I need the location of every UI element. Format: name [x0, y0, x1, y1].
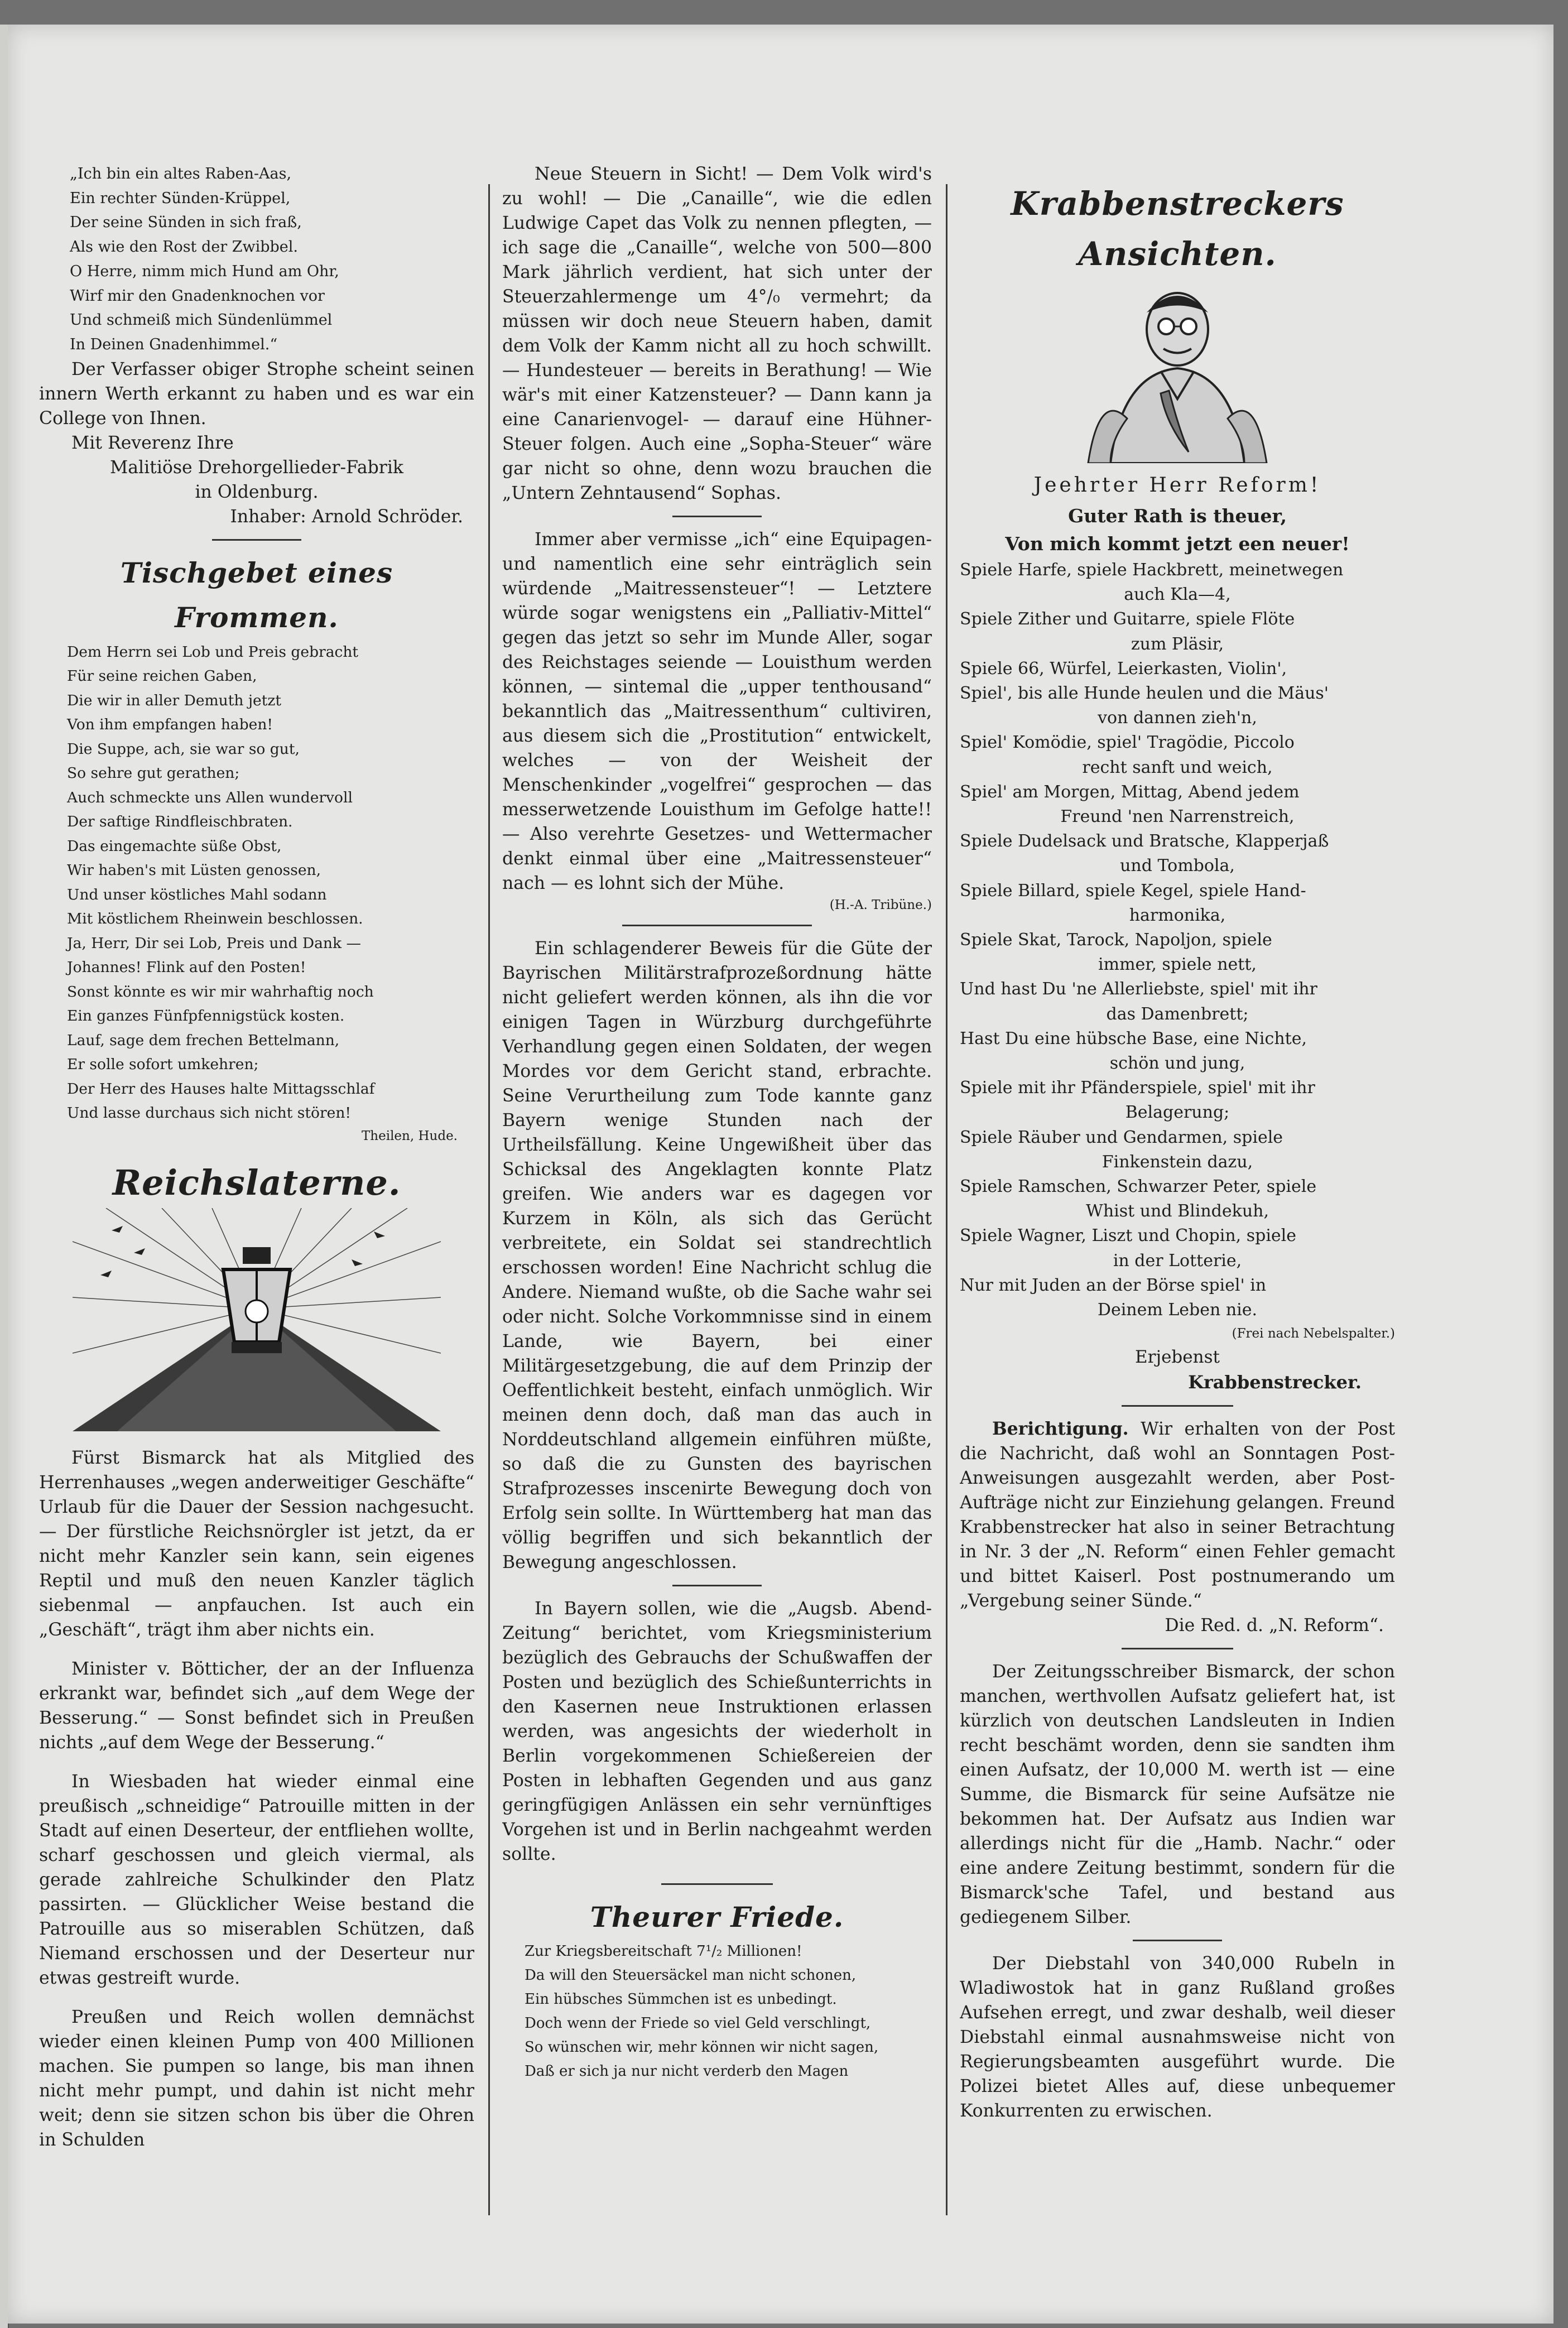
separator: [622, 925, 812, 926]
poem-line: von dannen zieh'n,: [1098, 708, 1257, 728]
poem-line: Der Herr des Hauses halte Mittagsschlaf: [67, 1080, 375, 1098]
separator: [1133, 1940, 1222, 1941]
poem-line: Whist und Blindekuh,: [1086, 1201, 1269, 1221]
poem-line: Die Suppe, ach, sie war so gut,: [67, 740, 300, 758]
poem-line: Spiele Ramschen, Schwarzer Peter, spiele: [960, 1177, 1317, 1197]
article-paragraph: Fürst Bismarck hat als Mitglied des Herrenhauses „wegen anderweitiger Geschäfte“ Urlaub für die Dauer der Session nachgesucht. — Der fürstliche Reichsnörgler ist jetzt, da er nicht mehr Kanzler sein kann, sein eigenes Reptil und muß den neuen Kanzler täglich siebenmal — anpfauchen. Ist auch ein „Geschäft“, trägt ihm aber nichts ein.: [39, 1447, 474, 1640]
signoff-name: Krabbenstrecker.: [1188, 1372, 1362, 1393]
berichtigung-label: Berichtigung.: [992, 1418, 1129, 1440]
column-divider-2: [946, 184, 947, 2215]
column-2: [502, 162, 932, 2084]
article-paragraph: Der Diebstahl von 340,000 Rubeln in Wladiwostok hat in ganz Rußland großes Aufsehen erregt, und zwar deshalb, weil dieser Diebstahl einmal ausnahmsweise nicht von Regierungsbeamten ausgeführt wurde. Die Polizei bietet Alles auf, diese unbequemer Konkurrenten zu erwischen.: [960, 1954, 1395, 2122]
poem-line: Er solle sofort umkehren;: [67, 1056, 259, 1074]
friede-poem: [502, 1940, 932, 2084]
poem-line: Spiel', bis alle Hunde heulen und die Mäus': [960, 684, 1329, 704]
poem-line: Spiele Zither und Guitarre, spiele Flöte: [960, 609, 1295, 629]
poem-line: und Tombola,: [1120, 856, 1235, 876]
poem-line: Ein hübsches Sümmchen ist es unbedingt.: [525, 1991, 837, 2008]
article-paragraph: Preußen und Reich wollen demnächst wieder einen kleinen Pump von 400 Millionen machen. Sie pumpen so lange, bis man ihnen nicht mehr pumpt, und dahin ist nicht mehr weit; denn sie sitzen schon bis über die Ohren in Schulden: [39, 2007, 474, 2150]
poem-line: Der saftige Rindfleischbraten.: [67, 813, 293, 831]
poem-line: Und lasse durchaus sich nicht stören!: [67, 1104, 352, 1122]
intro-poem: [39, 162, 474, 357]
reichslaterne-title: Reichslaterne.: [112, 1162, 401, 1203]
poem-line: Sonst könnte es wir mir wahrhaftig noch: [67, 983, 374, 1001]
article-paragraph: In Bayern sollen, wie die „Augsb. Abend-Zeitung“ berichtet, vom Kriegsministerium bezüglich des Gebrauchs der Schußwaffen der Posten und bezüglich des Schießunterrichts in den Kasernen neue Instruktionen erlassen werden, was angesichts der wiederholt in Berlin vorgekommenen Schießereien der Posten in lebhaften Gegenden und aus ganz geringfügigen Anlässen ein sehr vernünftiges Vorgehen ist und in Berlin nachgeahmt werden sollte.: [502, 1599, 932, 1864]
poem-line: immer, spiele nett,: [1098, 955, 1257, 975]
poem-line: Lauf, sage dem frechen Bettelmann,: [67, 1031, 340, 1049]
signoff-line: Inhaber: Arnold Schröder.: [230, 506, 463, 527]
poem-line: Zur Kriegsbereitschaft 7¹/₂ Millionen!: [525, 1943, 802, 1960]
poem-line: Spiele Dudelsack und Bratsche, Klapperjaß: [960, 831, 1329, 852]
poem-line: in der Lotterie,: [1113, 1250, 1242, 1271]
signoff-line: in Oldenburg.: [195, 482, 319, 502]
poem-line: Und hast Du 'ne Allerliebste, spiel' mit ihr: [960, 979, 1317, 999]
poem-line: Für seine reichen Gaben,: [67, 667, 257, 685]
separator: [1122, 1405, 1233, 1407]
poem-line: Spiele Billard, spiele Kegel, spiele Hand-: [960, 881, 1306, 901]
poem-line: „Ich bin ein altes Raben-Aas,: [70, 165, 292, 182]
column-1: [39, 162, 474, 2152]
krabbenstrecker-title: Krabbenstreckers Ansichten.: [1011, 185, 1344, 273]
friede-title: Theurer Friede.: [590, 1901, 844, 1933]
poem-line: zum Pläsir,: [1131, 634, 1224, 654]
poem-line: Da will den Steuersäckel man nicht schonen,: [525, 1967, 857, 1984]
poem-line: Finkenstein dazu,: [1102, 1152, 1253, 1172]
separator: [672, 1585, 762, 1586]
krabbenstrecker-poem: [960, 558, 1395, 1322]
separator: [661, 1883, 773, 1885]
poem-line: So sehre gut gerathen;: [67, 764, 240, 782]
article-paragraph: Ein schlagenderer Beweis für die Güte der Bayrischen Militärstrafprozeßordnung hätte nicht geliefert werden können, als ihn die vor einigen Tagen in Würzburg durchgeführte Verhandlung gegen einen Soldaten, der wegen Mordes vor dem Gericht stand, erbrachte. Seine Verurtheilung zum Tode kannte ganz Bayern wenige Stunden nach der Urtheilsfällung. Keine Ungewißheit über das Schicksal des Angeklagten konnte Platz greifen. Wie anders war es dagegen vor Kurzem in Köln, als sich das Gerücht verbreitete, ein Soldat sei standrechtlich erschossen worden! Eine Nachricht schlug die Andere. Niemand wußte, ob die Sache wahr sei oder nicht. Solche Vorkommnisse sind in einem Lande, wie Bayern, bei einer Militärgesetzgebung, die auf dem Prinzip der Oeffentlichkeit besteht, einfach unmöglich. Wir meinen denn doch, daß man das auch in Norddeutschland allgemein einführen müßte, so daß die zu Gunsten des bayrischen Strafprozesses inscenirte Bewegung doch von Erfolg sein sollte. In Württemberg hat man das völlig begriffen und sich bekanntlich der Bewegung angeschlossen.: [502, 939, 932, 1572]
poem-credit: (Frei nach Nebelspalter.): [1232, 1326, 1395, 1341]
separator: [212, 539, 301, 541]
poem-line: Spiel' am Morgen, Mittag, Abend jedem: [960, 782, 1300, 802]
poem-line: Doch wenn der Friede so viel Geld verschlingt,: [525, 2015, 871, 2032]
poem-line: Spiele Skat, Tarock, Napoljon, spiele: [960, 930, 1272, 950]
poem-line: In Deinen Gnadenhimmel.“: [70, 335, 278, 353]
salutation: Jeehrter Herr Reform!: [1033, 474, 1321, 497]
poem-line: auch Kla—4,: [1124, 585, 1231, 605]
poem-line: Als wie den Rost der Zwibbel.: [70, 238, 299, 256]
bold-line: Von mich kommt jetzt een neuer!: [1005, 533, 1350, 555]
poem-line: Mit köstlichem Rheinwein beschlossen.: [67, 910, 363, 928]
article-paragraph: Neue Steuern in Sicht! — Dem Volk wird's zu wohl! — Die „Canaille“, wie die edlen Ludwige Capet das Volk zu nennen pflegten, — ich sage die „Canaille“, welche von 500—800 Mark jährlich verdient, hat sich unter der Steuerzahlermenge um 4°/₀ vermehrt; da müssen wir doch neue Steuern haben, damit dem Volk der Kamm nicht all zu hoch schwillt. — Hundesteuer — bereits in Berathung! — Wie wär's mit einer Katzensteuer? — Dann kann ja eine Canarienvogel- — darauf eine Hühner-Steuer folgen. Auch eine „Sopha-Steuer“ wäre gar nicht so ohne, denn wozu brauchen die „Untern Zehntausend“ Sophas.: [502, 164, 932, 503]
poem-line: Dem Herrn sei Lob und Preis gebracht: [67, 643, 359, 661]
article-paragraph: In Wiesbaden hat wieder einmal eine preußisch „schneidige“ Patrouille mitten in der Stadt auf einen Deserteur, der entfliehen wollte, scharf geschossen und gleich viermal, als gerade zahlreiche Schulkinder den Platz passirten. — Glücklicher Weise bestand die Patrouille aus so miserablen Schützen, daß Niemand erschossen und der Deserteur nur etwas gestreift wurde.: [39, 1771, 474, 1988]
article-paragraph: Immer aber vermisse „ich“ eine Equipagen- und namentlich eine sehr einträglich sein würdende „Maitressensteuer“! — Letztere würde sogar wenigstens ein „Palliativ-Mittel“ gegen das jetzt so sehr im Munde Aller, sogar des Reichstages seiende — Louisthum werden können, — sintemal die „upper tenthousand“ bekanntlich das „Maitressenthum“ cultiviren, aus diesem sich die „Prostitution“ entwickelt, welches — von der Weisheit der Menschenkinder „vogelfrei“ gesprochen — das messerwetzende Louisthum im Gefolge hatte!! — Also verehrte Gesetzes- und Wettermacher denkt einmal über eine „Maitressensteuer“ nach — es lohnt sich der Mühe.: [502, 530, 932, 893]
poem-line: Der seine Sünden in sich fraß,: [70, 214, 302, 232]
poem-line: Das eingemachte süße Obst,: [67, 837, 282, 855]
poem-line: Spiele Räuber und Gendarmen, spiele: [960, 1127, 1283, 1147]
poem-line: das Damenbrett;: [1106, 1004, 1249, 1024]
separator: [1122, 1648, 1233, 1649]
poem-line: So wünschen wir, mehr können wir nicht sagen,: [525, 2039, 879, 2056]
signoff-line: Erjebenst: [1135, 1347, 1220, 1368]
poem-line: Auch schmeckte uns Allen wundervoll: [67, 788, 353, 806]
tischgebet-credit: Theilen, Hude.: [361, 1128, 458, 1143]
signoff-line: Malitiöse Drehorgellieder-Fabrik: [109, 457, 404, 478]
tischgebet-title: Tischgebet eines Frommen.: [120, 556, 393, 634]
poem-line: Und unser köstliches Mahl sodann: [67, 886, 327, 903]
poem-line: Spiele 66, Würfel, Leierkasten, Violin',: [960, 658, 1287, 679]
poem-line: Und schmeiß mich Sündenlümmel: [70, 311, 333, 329]
poem-line: Die wir in aller Demuth jetzt: [67, 691, 281, 709]
poem-line: Wirf mir den Gnadenknochen vor: [70, 287, 325, 305]
poem-line: Von ihm empfangen haben!: [67, 716, 273, 734]
poem-line: Spiele Wagner, Liszt und Chopin, spiele: [960, 1226, 1297, 1246]
intro-text: Der Verfasser obiger Strophe scheint seinen innern Werth erkannt zu haben und es war ein College von Ihnen.: [39, 359, 474, 429]
poem-line: Nur mit Juden an der Börse spiel' in: [960, 1275, 1267, 1295]
poem-line: Belagerung;: [1125, 1103, 1230, 1123]
signoff-line: Mit Reverenz Ihre: [71, 432, 234, 453]
berichtigung-paragraph: [960, 1417, 1395, 1613]
caricature-illustration: [1077, 279, 1278, 463]
poem-line: Ein ganzes Fünfpfennigstück kosten.: [67, 1007, 345, 1025]
poem-line: Freund 'nen Narrenstreich,: [1060, 807, 1295, 827]
poem-line: Deinem Leben nie.: [1097, 1300, 1258, 1320]
poem-line: Ein rechter Sünden-Krüppel,: [70, 189, 291, 207]
tischgebet-poem: [39, 640, 474, 1125]
column-divider-1: [488, 184, 490, 2215]
article-paragraph: Der Zeitungsschreiber Bismarck, der schon manchen, werthvollen Aufsatz geliefert hat, ist kürzlich von deutschen Landsleuten in Indien recht beschämt worden, denn sie sandten ihm einen Aufsatz, der 10,000 M. werth ist — eine Summe, die Bismarck für seine Aufsätze nie bekommen hat. Der Aufsatz aus Indien war allerdings nicht für die „Hamb. Nachr.“ oder eine andere Zeitung bestimmt, sondern für die Bismarck'sche Tafel, und bestand aus gediegenem Silber.: [960, 1662, 1395, 1928]
poem-line: O Herre, nimm mich Hund am Ohr,: [70, 262, 339, 280]
bold-line: Guter Rath is theuer,: [1068, 505, 1287, 527]
poem-line: Spiele Harfe, spiele Hackbrett, meinetwegen: [960, 560, 1344, 580]
berichtigung-text: Wir erhalten von der Post die Nachricht, daß wohl an Sonntagen Post-Anweisungen ausgezahlt werden, aber Post-Aufträge nicht zur Einziehung gelangen. Freund Krabbenstrecker hat also in seiner Betrachtung in Nr. 3 der „N. Reform“ einen Fehler gemacht und bittet Kaiserl. Post postnumerando um „Vergebung seiner Sünde.“: [960, 1419, 1395, 1612]
lantern-illustration: [73, 1208, 441, 1431]
poem-line: harmonika,: [1129, 905, 1226, 925]
poem-line: Johannes! Flink auf den Posten!: [67, 959, 306, 977]
poem-line: Daß er sich ja nur nicht verderb den Magen: [525, 2063, 849, 2080]
poem-line: Spiele mit ihr Pfänderspiele, spiel' mit ihr: [960, 1078, 1315, 1098]
poem-line: Wir haben's mit Lüsten genossen,: [67, 862, 321, 879]
poem-line: schön und jung,: [1109, 1054, 1245, 1074]
poem-line: recht sanft und weich,: [1082, 757, 1273, 777]
berichtigung-sign: Die Red. d. „N. Reform“.: [1165, 1615, 1384, 1636]
poem-line: Hast Du eine hübsche Base, eine Nichte,: [960, 1028, 1307, 1048]
poem-line: Ja, Herr, Dir sei Lob, Preis und Dank —: [67, 934, 361, 952]
separator: [672, 516, 762, 517]
column-3: [960, 162, 1395, 2123]
article-paragraph: Minister v. Bötticher, der an der Influenza erkrankt war, befindet sich „auf dem Wege der Besserung.“ — Sonst befindet sich in Preußen nichts „auf dem Wege der Besserung.“: [39, 1658, 474, 1753]
article-credit: (H.-A. Tribüne.): [829, 898, 932, 912]
poem-line: Spiel' Komödie, spiel' Tragödie, Piccolo: [960, 733, 1295, 753]
